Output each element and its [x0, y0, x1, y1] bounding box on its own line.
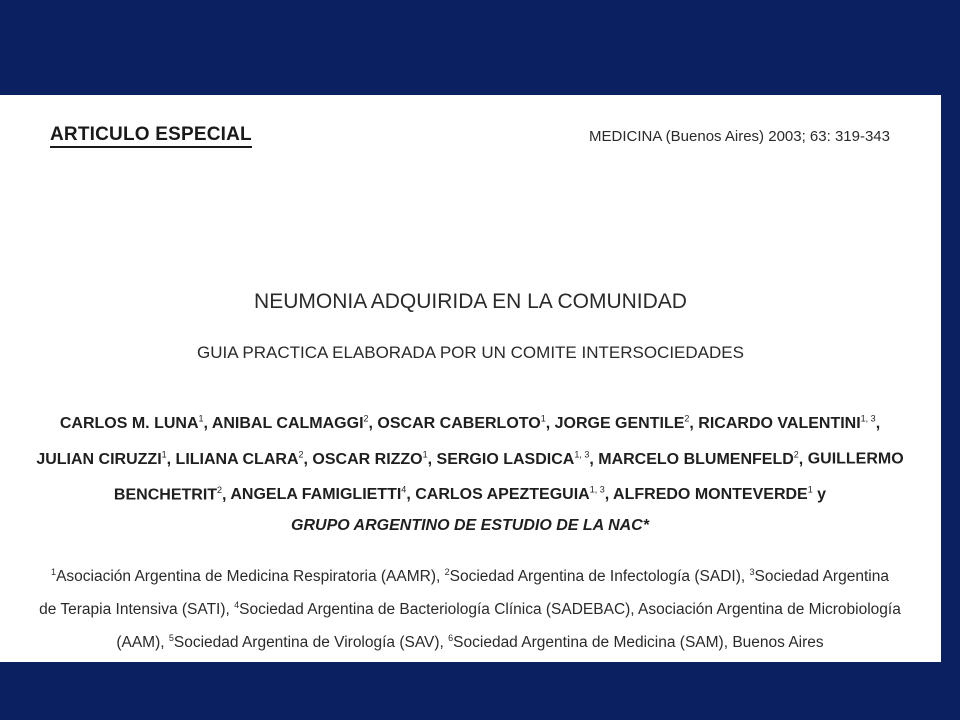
author: RICARDO VALENTINI$^{1, 3}$,	[698, 414, 881, 433]
author: CARLOS M. LUNA$^1$,	[59, 414, 212, 433]
author-list	[30, 404, 910, 541]
affiliation-line-1	[20, 558, 920, 591]
author-line-2	[30, 439, 910, 474]
section-label: ARTICULO ESPECIAL	[50, 124, 252, 148]
author: OSCAR CABERLOTO$^1$,	[377, 414, 555, 433]
author: LILIANA CLARA$^2$,	[175, 449, 313, 468]
affiliation: $^5$Sociedad Argentina de Virología (SAV),	[168, 633, 449, 652]
journal-citation: MEDICINA (Buenos Aires) 2003; 63: 319-343	[589, 128, 890, 145]
author-line-3: BENCHETRIT$^2$, ANGELA FAMIGLIETTI$^4$, CARLOS APEZTEGUIA$^{1, 3}$, ALFREDO MONTEVERDE$^1$ y	[113, 484, 827, 503]
author: CARLOS APEZTEGUIA$^{1, 3}$,	[415, 484, 614, 503]
article-subtitle: GUIA PRACTICA ELABORADA POR UN COMITE INTERSOCIEDADES	[197, 343, 744, 362]
author: JULIAN CIRUZZI$^1$,	[36, 449, 176, 468]
affiliation: $^1$Asociación Argentina de Medicina Respiratoria (AAMR),	[51, 567, 445, 586]
author: MARCELO BLUMENFELD$^2$,	[598, 449, 808, 468]
author-group: GRUPO ARGENTINO DE ESTUDIO DE LA NAC*	[291, 516, 649, 534]
author: SERGIO LASDICA$^{1, 3}$,	[436, 449, 599, 468]
affiliation: $^3$Sociedad Argentina	[749, 567, 889, 586]
author-name-part: BENCHETRIT	[113, 485, 218, 503]
author-line-1	[30, 404, 910, 439]
affiliation: $^4$Sociedad Argentina de Bacteriología Clínica (SADEBAC), Asociación Argentina de Microbiología	[234, 600, 901, 619]
author: ALFREDO MONTEVERDE$^1$ y	[613, 484, 827, 503]
author: ANIBAL CALMAGGI$^2$,	[211, 414, 378, 433]
affiliation: $^2$Sociedad Argentina de Infectología (SADI),	[444, 567, 750, 586]
author: OSCAR RIZZO$^1$,	[312, 449, 437, 468]
article-title: NEUMONIA ADQUIRIDA EN LA COMUNIDAD	[254, 290, 687, 313]
author: ANGELA FAMIGLIETTI$^4$,	[230, 484, 416, 503]
affiliations	[20, 558, 920, 657]
affiliation: $^6$Sociedad Argentina de Medicina (SAM), Buenos Aires	[448, 633, 824, 652]
affiliation-line-2: de Terapia Intensiva (SATI), $^4$Sociedad Argentina de Bacteriología Clínica (SADEBAC), Asociación Argentina de Microbiología	[39, 600, 901, 619]
author-name-part: GUILLERMO	[807, 450, 904, 468]
author: JORGE GENTILE$^2$,	[554, 414, 699, 433]
affiliation-line-3: (AAM), $^5$Sociedad Argentina de Virología (SAV), $^6$Sociedad Argentina de Medicina (SAM), Buenos Aires	[116, 633, 824, 652]
